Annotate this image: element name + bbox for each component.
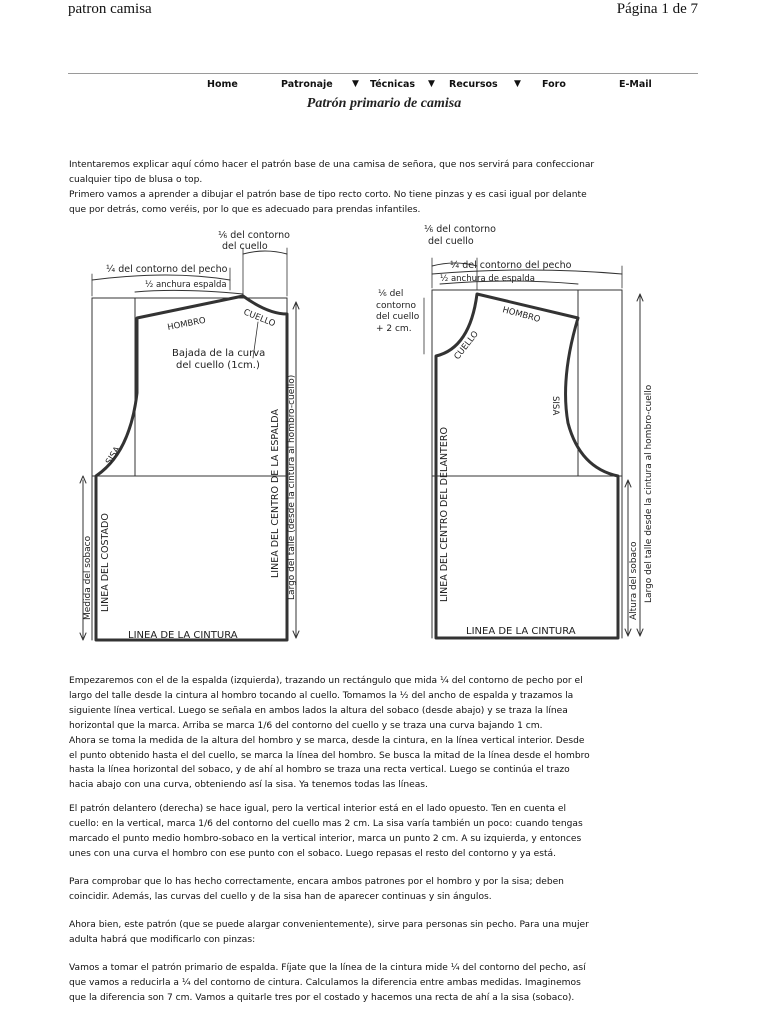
front-center-line-label: LINEA DEL CENTRO DEL DELANTERO [439, 427, 450, 602]
text-line: hacia abajo con una curva, obteniendo así la sisa. Ya tenemos todas las líneas. [69, 780, 428, 791]
print-header-title: patron camisa [68, 1, 152, 17]
paragraph-back-piece [69, 674, 694, 793]
back-length-label: Largo del talle (desde la cintura al hombro-cuello) [287, 374, 297, 600]
front-sixth-neck-label-1: ⅙ del contorno [424, 224, 496, 235]
back-sisa-label: SISA [104, 444, 123, 467]
front-sixth-neck-label-2: del cuello [428, 236, 474, 247]
paragraph-bust [69, 918, 694, 948]
front-armpit-label: Altura del sobaco [629, 541, 639, 620]
front-hombro-label: HOMBRO [501, 305, 542, 325]
text-line: cuello: en la vertical, marca 1/6 del contorno del cuello mas 2 cm. La sisa varía también un poco: cuando tengas [69, 818, 583, 829]
paragraph-check [69, 875, 694, 905]
nav-patronaje-link[interactable]: Patronaje [281, 79, 333, 90]
intro-line: Intentaremos explicar aquí cómo hacer el patrón base de una camisa de señora, que nos servirá para confeccionar [69, 160, 595, 170]
front-cuello-label: CUELLO [452, 329, 481, 362]
text-line: horizontal que la marca. Arriba se marca 1/6 del contorno del cuello y se traza una curva bajando 1 cm. [69, 720, 543, 731]
text-line: marcado el punto medio hombro-sobaco en la vertical interior, marca un punto 2 cm. A su izquierda, y entonces [69, 833, 582, 844]
front-plus-label-4: + 2 cm. [376, 324, 412, 334]
page-title: Patrón primario de camisa [306, 96, 462, 111]
back-sixth-neck-label-2: del cuello [222, 241, 268, 252]
intro-line: cualquier tipo de blusa o top. [69, 174, 203, 185]
back-hombro-label: HOMBRO [166, 315, 207, 333]
front-sisa-label: SISA [550, 396, 560, 416]
print-header-page-number: Página 1 de 7 [616, 1, 698, 17]
intro-line: que por detrás, como veréis, por lo que es adecuado para prendas infantiles. [69, 204, 421, 215]
back-center-line-label: LINEA DEL CENTRO DE LA ESPALDA [270, 409, 281, 578]
nav-home-link[interactable]: Home [207, 79, 238, 90]
text-line: el punto obtenido hasta el del cuello, se marca la línea del hombro. Se busca la mitad de la línea desde el hombro [69, 750, 590, 761]
text-line: Ahora se toma la medida de la altura del hombro y se marca, desde la cintura, en la línea vertical interior. Desde [69, 735, 585, 746]
nav-tecnicas-dropdown-icon[interactable]: ▼ [428, 79, 435, 89]
back-side-line-label: LINEA DEL COSTADO [100, 513, 111, 612]
back-fourth-chest-label: ¼ del contorno del pecho [106, 264, 228, 275]
text-line: largo del talle desde la cintura al hombro tocando al cuello. Tomamos la ½ del ancho de espalda y trazamos la [69, 690, 574, 701]
back-neck-drop-label-2: del cuello (1cm.) [176, 360, 260, 371]
front-half-back-label: ½ anchura de espalda [440, 274, 535, 284]
text-line: Empezaremos con el de la espalda (izquierda), trazando un rectángulo que mida ¼ del contorno de pecho por el [69, 676, 583, 686]
text-line: que la diferencia son 7 cm. Vamos a quitarle tres por el costado y hacemos una recta de ahí a la sisa (sobaco). [69, 992, 575, 1003]
pattern-diagram [0, 218, 768, 658]
intro-line: Primero vamos a aprender a dibujar el patrón base de tipo recto corto. No tiene pinzas y es casi igual por delante [69, 189, 587, 200]
back-neck-drop-label-1: Bajada de la curva [172, 348, 266, 359]
front-plus-label-3: del cuello [376, 312, 420, 322]
nav-foro-link[interactable]: Foro [542, 79, 566, 90]
front-plus-label-2: contorno [376, 301, 416, 311]
text-line: El patrón delantero (derecha) se hace igual, pero la vertical interior está en el lado opuesto. Ten en cuenta el [69, 804, 566, 814]
text-line: siguiente línea vertical. Luego se señala en ambos lados la altura del sobaco (desde abajo) y se traza la línea [69, 705, 568, 716]
nav-recursos-link[interactable]: Recursos [449, 79, 498, 90]
back-waist-label: LINEA DE LA CINTURA [128, 630, 238, 641]
text-line: Vamos a tomar el patrón primario de espalda. Fíjate que la línea de la cintura mide ¼ del contorno del pecho, así [69, 963, 586, 973]
back-half-back-label: ½ anchura espalda [145, 280, 227, 290]
front-plus-label-1: ⅙ del [378, 289, 404, 299]
text-line: Para comprobar que lo has hecho correctamente, encara ambos patrones por el hombro y por la sisa; deben [69, 877, 564, 887]
paragraph-darts [69, 961, 694, 1006]
back-pattern-piece [80, 248, 299, 640]
nav-email-link[interactable]: E-Mail [619, 79, 652, 90]
text-line: que vamos a reducirla a ¼ del contorno de cintura. Calculamos la diferencia entre ambas medidas. Imaginemos [69, 977, 581, 988]
back-sixth-neck-label-1: ⅙ del contorno [218, 230, 290, 241]
text-line: coincidir. Además, las curvas del cuello y de la sisa han de aparecer continuas y sin ángulos. [69, 891, 492, 902]
intro-paragraph [69, 158, 694, 218]
text-line: hasta la línea horizontal del sobaco, y de ahí al hombro se traza una recta vertical. Luego se continúa el trazo [69, 765, 570, 776]
nav-patronaje-dropdown-icon[interactable]: ▼ [352, 79, 359, 89]
front-waist-label: LINEA DE LA CINTURA [466, 626, 576, 637]
front-length-label: Largo del talle desde la cintura al hombro-cuello [644, 384, 654, 603]
back-cuello-label: CUELLO [241, 307, 277, 330]
text-line: Ahora bien, este patrón (que se puede alargar convenientemente), sirve para personas sin pecho. Para una mujer [69, 920, 589, 930]
nav-tecnicas-link[interactable]: Técnicas [370, 79, 416, 90]
text-line: adulta habrá que modificarlo con pinzas: [69, 934, 256, 945]
print-header [0, 0, 768, 24]
front-fourth-chest-label: ¼ del contorno del pecho [450, 260, 572, 271]
nav-recursos-dropdown-icon[interactable]: ▼ [514, 79, 521, 89]
text-line: unes con una curva el hombro con ese punto con el sobaco. Luego repasas el resto del contorno y ya está. [69, 848, 557, 859]
paragraph-front-piece [69, 802, 694, 862]
site-nav [0, 79, 768, 93]
header-divider [68, 73, 698, 74]
back-armpit-label: Medida del sobaco [83, 535, 93, 620]
